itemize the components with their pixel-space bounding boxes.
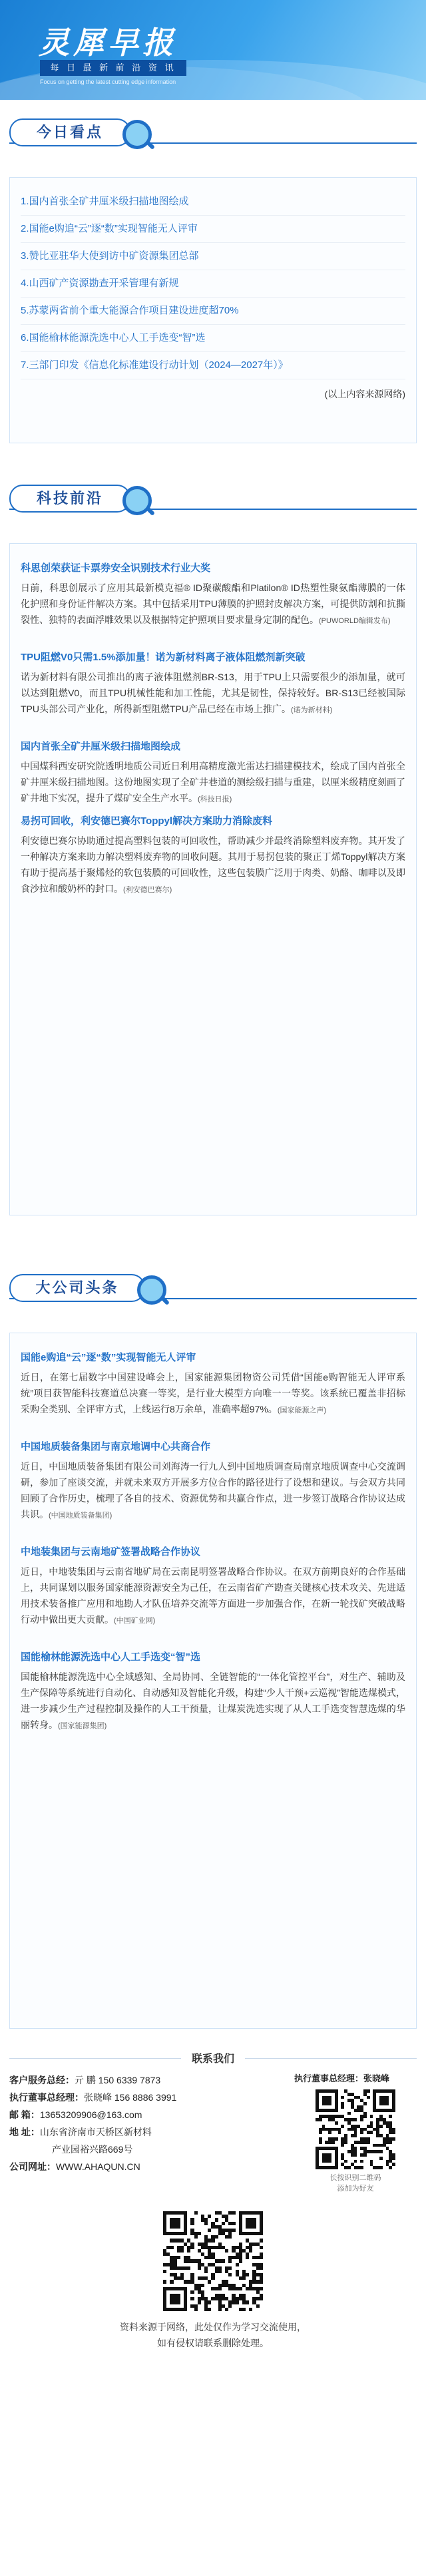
news-body: 近日，中地装集团与云南省地矿局在云南昆明签署战略合作协议。在双方前期良好的合作基础上，共同谋划以服务国家能源资源安全为己任，在云南省矿产勘查关键核心技术攻关、先进适用技术装备推广应用和地勘人才队伍培养交流等方面进一步加强合作，在新一轮找矿突破战略行动中做出更大贡献。(中国矿业网): [21, 1566, 405, 1625]
news-body: 诺为新材料有限公司推出的离子液体阻燃剂BR-S13，用于TPU上只需要很少的添加量，就可以达到阻燃V0，而且TPU机械性能和加工性能，尤其是韧性，保持较好。BR-S13已经被国际TPU头部公司产业化，所得新型阻燃TPU产品已经在市场上推广。(诺为新材料): [21, 672, 405, 714]
news-body: 近日，在第七届数字中国建设峰会上，国家能源集团物资公司凭借“国能e购智能无人评审系统”项目获智能科技赛道总决赛一等奖，是行业大模型方向唯一一等奖。该系统已覆盖非招标采购全类别、全评审方式，上线运行8万余单，准确率超97%。(国家能源之声): [21, 1372, 405, 1414]
header-banner: [0, 0, 426, 100]
footer-note: [0, 2319, 426, 2351]
news-item: [21, 740, 405, 807]
contact-row: 地 址：山东省济南市天桥区新材料: [9, 2127, 152, 2137]
contact-row: 公司网址：WWW.AHAQUN.CN: [9, 2161, 140, 2172]
toc-item[interactable]: 5.苏蒙两省前个重大能源合作项目建设进度超70%: [21, 298, 405, 325]
news-source: (PUWORLD编辑发布): [319, 617, 391, 625]
contact-value: 亓 鹏 150 6339 7873: [75, 2075, 161, 2085]
news-source: (中国地质装备集团): [49, 1512, 112, 1520]
magnifier-icon: [137, 1275, 166, 1305]
news-body: 国能榆林能源洗选中心全域感知、全局协同、全链智能的“一体化管控平台”，对生产、辅助及生产保障等系统进行自动化、自动感知及智能化升级，构建“少人干预+云巡视”智能选煤模式，进一步减少生产过程控制及操作的人工干预量，让煤炭洗选实现了从人工手选变智慧选煤的华丽转身。(国家能源集团): [21, 1671, 405, 1730]
news-item: [21, 650, 405, 718]
contact-row: 执行董事总经理：张晓峰 156 8886 3991: [9, 2092, 177, 2103]
contact-row: 客户服务总经：亓 鹏 150 6339 7873: [9, 2075, 161, 2085]
news-body: 利安德巴赛尔协助通过提高塑料包装的可回收性，帮助减少并最终消除塑料废弃物。其开发了一种解决方案来助力解决塑料废弃物的回收问题。其用于易拐包装的聚正丁烯Toppyl解决方案有助于提高基于聚烯烃的软包装膜的可回收性，这些包装膜广泛用于肉类、奶酪、咖啡以及即食沙拉和酸奶杯的封口。(利安德巴赛尔): [21, 835, 405, 894]
news-body: 中国煤科西安研究院透明地质公司近日利用高精度激光雷达扫描建模技术，绘成了国内首张全矿井厘米级扫描地图。这份地图实现了全矿井巷道的测绘级扫描与重建，以厘米级精度刻画了矿井地下实况，提升了煤矿安全生产水平。(科技日报): [21, 761, 405, 803]
banner-subtitle-en: Focus on getting the latest cutting edge information: [40, 79, 176, 85]
contact-header: [9, 2045, 417, 2071]
news-source: (中国矿业网): [114, 1617, 156, 1625]
email-link[interactable]: 13653209906@163.com: [39, 2109, 142, 2120]
section-header-corp: [9, 1266, 417, 1309]
news-item: [21, 1440, 405, 1524]
news-item: [21, 1650, 405, 1734]
section-title: 大公司头条: [9, 1274, 145, 1302]
section-title: 科技前沿: [9, 485, 130, 513]
personal-qr-box: [294, 2071, 417, 2193]
news-body: 近日，中国地质装备集团有限公司刘海涛一行九人到中国地质调查局南京地质调查中心交流调研，参加了座谈交流，并就未来双方开展多方位合作的路径进行了设想和建议。与会双方共同回顾了合作历史，梳理了各自的技术、资源优势和共赢合作点，进一步签订战略合作协议达成共识。(中国地质装备集团): [21, 1461, 405, 1520]
contact-title: 联系我们: [181, 2050, 245, 2065]
contact-section: [9, 2071, 417, 2211]
section-title: 今日看点: [9, 118, 130, 146]
news-body: 日前，科思创展示了应用其最新模克福® ID聚碳酸酯和Platilon® ID热塑性聚氨酯薄膜的一体化护照和身份证件解决方案。其中包括采用TPU薄膜的护照封皮解决方案，可提供防割和抗撕裂性、独特的表面浮雕效果以及根据特定护照项目要求量身定制的配色。(PUWORLD编辑发布): [21, 582, 405, 625]
qr-code-icon[interactable]: [316, 2089, 395, 2169]
news-item: [21, 814, 405, 898]
toc-item[interactable]: 3.赞比亚驻华大使到访中矿资源集团总部: [21, 243, 405, 270]
news-title[interactable]: 中地装集团与云南地矿签署战略合作协议: [21, 1546, 201, 1558]
news-source: (国家能源之声): [277, 1406, 327, 1414]
news-source: (利安德巴赛尔): [123, 886, 172, 894]
contact-value: 山东省济南市天桥区新材料: [39, 2127, 152, 2137]
section-header-today: [9, 110, 417, 153]
news-title[interactable]: 中国地质装备集团与南京地调中心共商合作: [21, 1441, 211, 1452]
magnifier-icon: [122, 120, 152, 149]
toc-item[interactable]: 1.国内首张全矿井厘米级扫描地图绘成: [21, 188, 405, 216]
section-header-tech: [9, 477, 417, 519]
news-title[interactable]: 科思创荣获证卡票券安全识别技术行业大奖: [21, 562, 211, 574]
toc-box: [9, 177, 417, 443]
news-item: [21, 1545, 405, 1629]
qr-caption: 添加为好友: [337, 2185, 374, 2193]
news-item: [21, 1351, 405, 1418]
news-source: (国家能源集团): [58, 1722, 107, 1730]
contact-value: 张晓峰 156 8886 3991: [84, 2092, 177, 2103]
tech-news-box: [9, 543, 417, 1215]
corp-news-box: [9, 1333, 417, 2029]
news-title[interactable]: 国能榆林能源洗选中心人工手选变“智”选: [21, 1651, 201, 1663]
qr-caption: 长按识别二维码: [329, 2174, 381, 2182]
news-item: [21, 561, 405, 629]
news-title[interactable]: 国内首张全矿井厘米级扫描地图绘成: [21, 741, 181, 752]
banner-title: 灵犀早报: [39, 25, 177, 60]
toc-item[interactable]: 4.山西矿产资源勘查开采管理有新规: [21, 270, 405, 298]
footer-line: 资料来源于网络，此处仅作为学习交流使用，: [120, 2322, 306, 2332]
banner-subtitle: 每 日 最 新 前 沿 资 讯: [40, 60, 186, 76]
news-source: (诺为新材料): [291, 706, 333, 714]
toc-item[interactable]: 6.国能榆林能源洗选中心人工手选变“智”选: [21, 325, 405, 352]
footer-line: 如有侵权请联系删除处理。: [157, 2338, 269, 2348]
contact-row: 邮 箱：13653209906@163.com: [9, 2109, 142, 2120]
company-qr-code-icon[interactable]: [163, 2211, 263, 2311]
qr-title: 执行董事总经理：张晓峰: [294, 2073, 390, 2083]
news-title[interactable]: TPU阻燃V0只需1.5%添加量！诺为新材料离子液体阻燃剂新突破: [21, 652, 306, 663]
magnifier-icon: [122, 486, 152, 515]
news-title[interactable]: 国能e购追“云”逐“数”实现智能无人评审: [21, 1352, 196, 1363]
contact-value: 产业园裕兴路669号: [52, 2144, 133, 2155]
news-source: (科技日报): [198, 795, 232, 803]
toc-source-note: (以上内容来源网络): [324, 389, 405, 399]
website-link[interactable]: WWW.AHAQUN.CN: [56, 2161, 140, 2172]
toc-item[interactable]: 7.三部门印发《信息化标准建设行动计划（2024—2027年）》: [21, 352, 405, 379]
news-title[interactable]: 易拐可回收，利安德巴赛尔Toppyl解决方案助力消除废料: [21, 815, 273, 827]
toc-item[interactable]: 2.国能e购追“云”逐“数”实现智能无人评审: [21, 216, 405, 243]
